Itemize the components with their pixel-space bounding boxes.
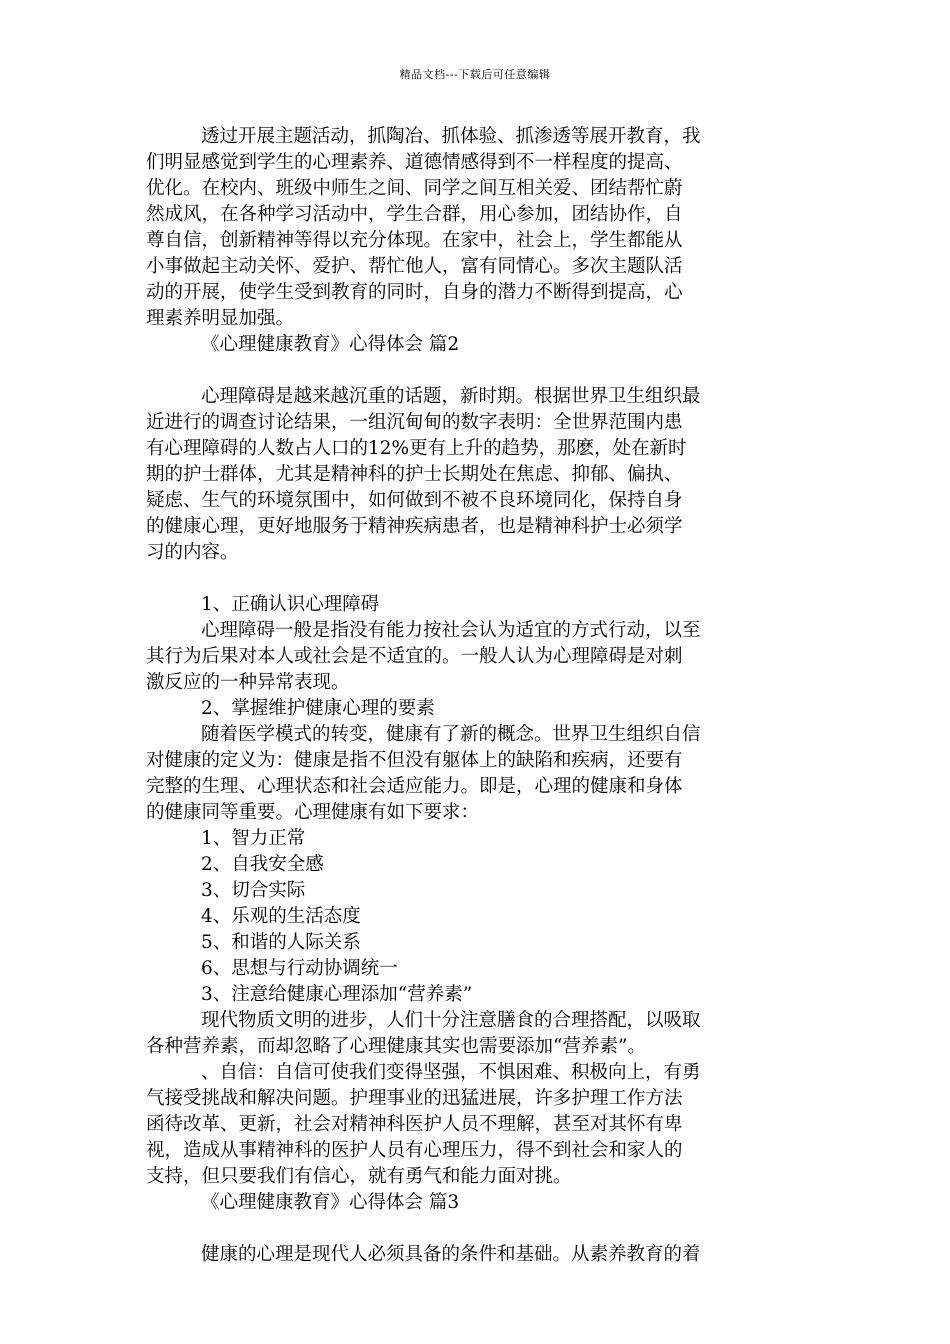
text-line: 现代物质文明的进步，人们十分注意膳食的合理搭配，以吸取 [201,1010,701,1031]
text-line: 优化。在校内、班级中师生之间、同学之间互相关爱、团结帮忙蔚 [146,178,683,199]
text-line: 完整的生理、心理状态和社会适应能力。即是，心理的健康和身体 [146,776,683,797]
text-line: 6、思想与行动协调统一 [201,958,398,979]
text-line: 对健康的定义为：健康是指不但没有躯体上的缺陷和疾病，还要有 [146,750,683,771]
text-line: 支持，但只要我们有信心，就有勇气和能力面对挑。 [146,1166,572,1187]
text-line: 3、切合实际 [201,880,306,901]
document-body [146,124,808,1268]
text-line: 气接受挑战和解决问题。护理事业的迅猛进展，许多护理工作方法 [146,1088,683,1109]
text-line: 尊自信，创新精神等得以充分体现。在家中，社会上，学生都能从 [146,230,683,251]
text-line: 2、自我安全感 [201,854,324,875]
text-line: 、自信：自信可使我们变得坚强，不惧困难、积极向上，有勇 [201,1062,701,1083]
text-line: 4、乐观的生活态度 [201,906,361,927]
text-line: 随着医学模式的转变，健康有了新的概念。世界卫生组织自信 [201,724,701,745]
page-header: 精品文档---下载后可任意编辑 [399,68,551,81]
text-line: 透过开展主题活动，抓陶冶、抓体验、抓渗透等展开教育，我 [201,126,701,147]
blank-line [146,1216,808,1242]
blank-line [146,358,808,384]
blank-line [146,566,808,592]
text-line: 的健康心理，更好地服务于精神疾病患者，也是精神科护士必须学 [146,516,683,537]
text-line: 心理障碍是越来越沉重的话题，新时期。根据世界卫生组织最 [201,386,701,407]
text-line: 疑虑、生气的环境氛围中，如何做到不被不良环境同化，保持自身 [146,490,683,511]
text-line: 2、掌握维护健康心理的要素 [201,698,435,719]
text-line: 1、智力正常 [201,828,306,849]
text-line: 有心理障碍的人数占人口的12%更有上升的趋势，那麽，处在新时 [146,438,687,459]
text-line: 们明显感觉到学生的心理素养、道德情感得到不一样程度的提高、 [146,152,683,173]
text-line: 3、注意给健康心理添加“营养素” [201,984,473,1005]
text-line: 视，造成从事精神科的医护人员有心理压力，得不到社会和家人的 [146,1140,683,1161]
text-line: 然成风，在各种学习活动中，学生合群，用心参加，团结协作，自 [146,204,683,225]
text-line: 动的开展，使学生受到教育的同时，自身的潜力不断得到提高，心 [146,282,683,303]
text-line: 习的内容。 [146,542,239,563]
text-line: 理素养明显加强。 [146,308,295,329]
text-line: 《心理健康教育》心得体会 篇2 [201,334,460,355]
text-line: 的健康同等重要。心理健康有如下要求： [146,802,480,823]
text-line: 心理障碍一般是指没有能力按社会认为适宜的方式行动，以至 [201,620,701,641]
text-line: 各种营养素，而却忽略了心理健康其实也需要添加“营养素”。 [146,1036,646,1057]
text-line: 小事做起主动关怀、爱护、帮忙他人，富有同情心。多次主题队活 [146,256,683,277]
text-line: 激反应的一种异常表现。 [146,672,350,693]
text-line: 近进行的调查讨论结果，一组沉甸甸的数字表明：全世界范围内患 [146,412,683,433]
text-line: 1、正确认识心理障碍 [201,594,380,615]
text-line: 其行为后果对本人或社会是不适宜的。一般人认为心理障碍是对刺 [146,646,683,667]
text-line: 健康的心理是现代人必须具备的条件和基础。从素养教育的着 [201,1244,701,1265]
text-line: 函待改革、更新，社会对精神科医护人员不理解，甚至对其怀有卑 [146,1114,683,1135]
text-line: 《心理健康教育》心得体会 篇3 [201,1192,460,1213]
text-line: 期的护士群体，尤其是精神科的护士长期处在焦虑、抑郁、偏执、 [146,464,683,485]
text-line: 5、和谐的人际关系 [201,932,361,953]
